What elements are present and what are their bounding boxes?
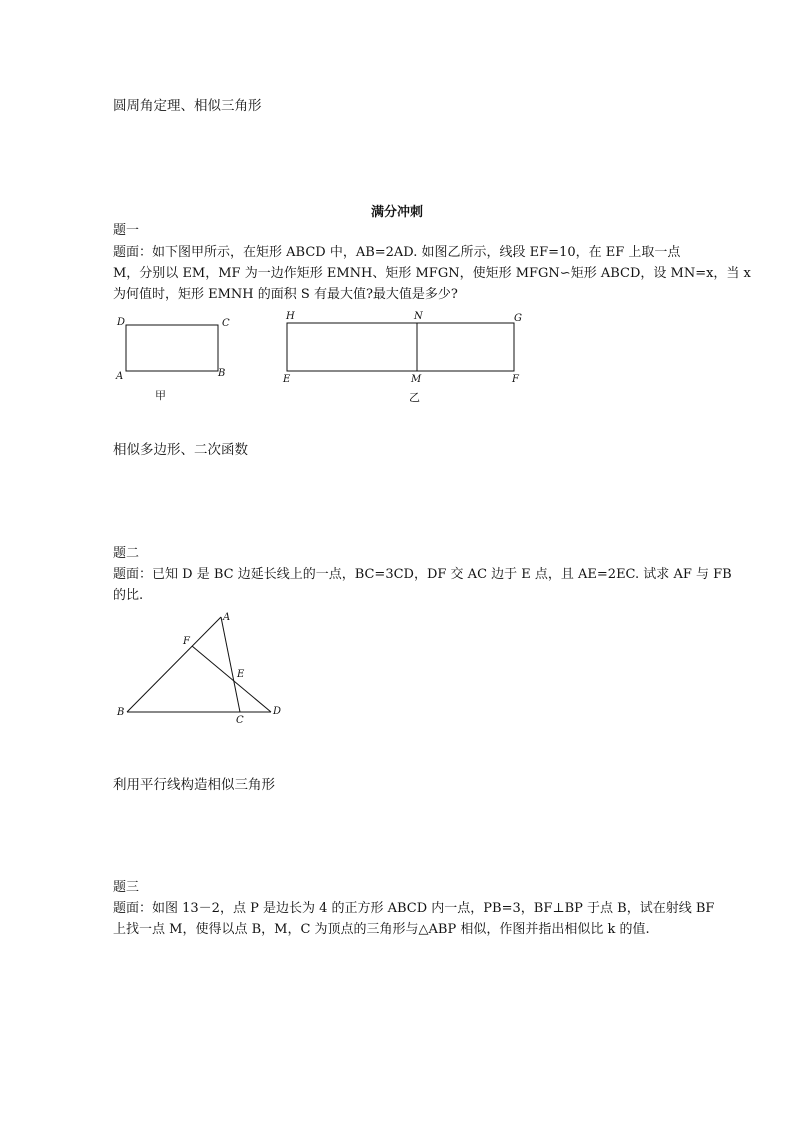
q2-line1: 题面：已知 D 是 BC 边延长线上的一点，BC=3CD，DF 交 AC 边于 E 点，且 AE=2EC. 试求 AF 与 FB (113, 567, 732, 582)
label-a: A (116, 371, 124, 382)
q1-line3: 为何值时，矩形 EMNH 的面积 S 有最大值?最大值是多少? (113, 287, 458, 302)
rect-ehgf (287, 323, 514, 371)
label-tri-d: D (273, 706, 282, 717)
label-f: F (512, 374, 519, 385)
caption-jia: 甲 (155, 389, 166, 402)
label-d: D (117, 317, 126, 328)
q1-line2: M，分别以 EM，MF 为一边作矩形 EMNH、矩形 MFGN，使矩形 MFGN∽矩形 ABCD，设 MN=x，当 x (113, 266, 751, 281)
label-tri-c: C (236, 715, 244, 726)
label-n: N (414, 311, 423, 322)
section-heading-1: 圆周角定理、相似三角形 (113, 98, 262, 114)
label-c: C (222, 318, 230, 329)
main-title: 满分冲刺 (370, 205, 423, 220)
segment-fd (192, 646, 271, 712)
label-g: G (514, 313, 522, 324)
q3-line1: 题面：如图 13－2，点 P 是边长为 4 的正方形 ABCD 内一点，PB=3，BF⊥BP 于点 B，试在射线 BF (113, 901, 715, 916)
rect-abcd (126, 325, 218, 371)
label-tri-e: E (237, 669, 245, 680)
label-tri-f: F (183, 636, 190, 647)
label-b: B (218, 368, 226, 379)
q2-line2: 的比. (113, 588, 144, 603)
section-heading-2: 相似多边形、二次函数 (113, 442, 248, 458)
segment-ba (127, 617, 221, 712)
q1-line1: 题面：如下图甲所示，在矩形 ABCD 中，AB=2AD. 如图乙所示，线段 EF=10，在 EF 上取一点 (113, 245, 681, 260)
label-e: E (283, 374, 291, 385)
label-h: H (286, 311, 295, 322)
label-tri-b: B (117, 707, 125, 718)
q3-line2: 上找一点 M，使得以点 B，M，C 为顶点的三角形与△ABP 相似，作图并指出相似比 k 的值. (113, 922, 650, 937)
caption-yi: 乙 (409, 391, 420, 404)
label-m: M (411, 374, 422, 385)
segment-ac (221, 617, 240, 712)
q2-label: 题二 (113, 546, 140, 561)
q1-label: 题一 (113, 223, 140, 238)
q3-label: 题三 (113, 880, 140, 895)
label-tri-a: A (223, 612, 231, 623)
section-heading-3: 利用平行线构造相似三角形 (113, 777, 275, 793)
